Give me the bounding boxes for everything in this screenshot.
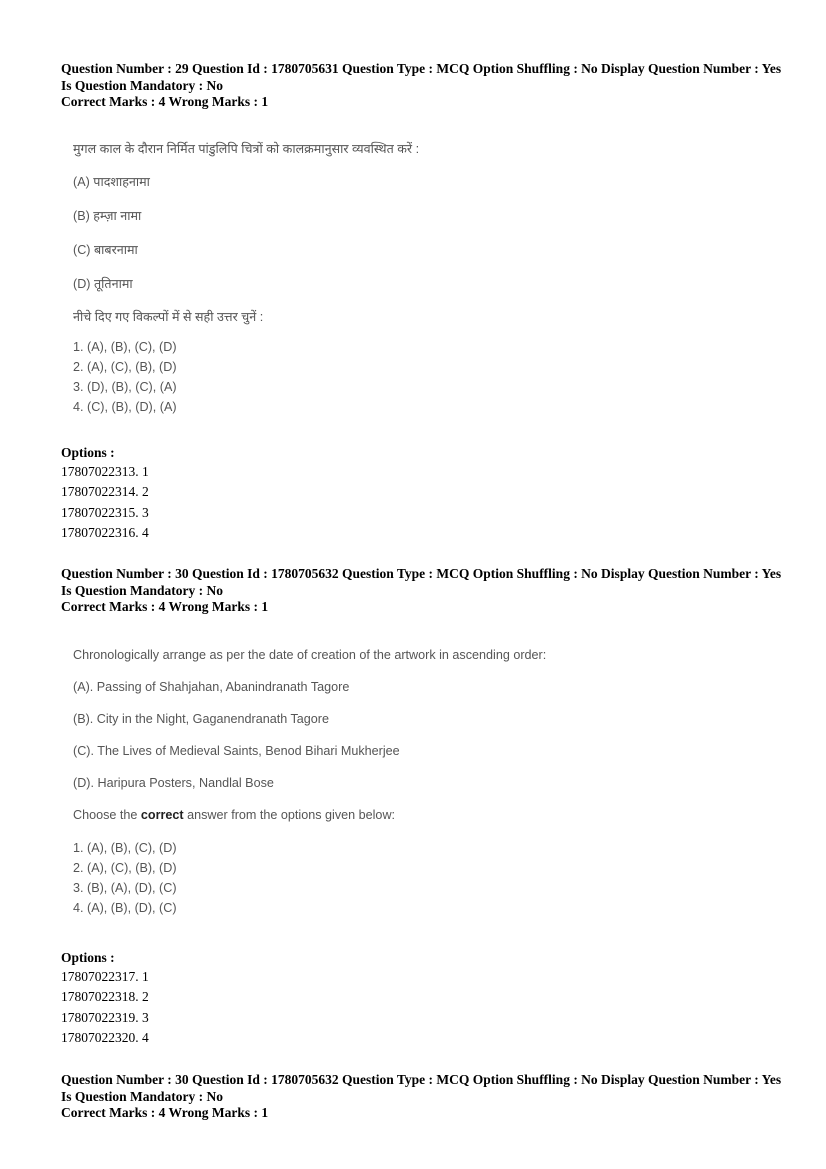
question-29-meta-line: Question Number : 29 Question Id : 1780705631 Question Type : MCQ Option Shuffling : No Display Question Number : Yes [61,61,782,76]
question-30-instruction-post: answer from the options given below: [183,808,396,822]
question-29-choice-2: 2. (A), (C), (B), (D) [73,360,177,374]
question-30-choice-4: 4. (A), (B), (D), (C) [73,901,177,915]
question-30-options [61,950,781,1049]
question-30-statement-c: (C). The Lives of Medieval Saints, Benod Bihari Mukherjee [73,744,400,758]
question-30-instruction [73,808,733,822]
question-30-options-title: Options : [61,950,115,965]
question-30-option-2: 17807022318. 2 [61,989,149,1004]
question-30-instruction-bold: correct [140,808,184,822]
question-29-choice-4: 4. (C), (B), (D), (A) [73,400,177,414]
question-29-body [73,140,733,417]
question-29-choices [73,337,733,417]
question-30-body [73,648,733,918]
question-30-choices [73,838,733,918]
question-29-instruction: नीचे दिए गए विकल्पों में से सही उत्तर चुनें : [73,310,264,324]
question-29-option-4: 17807022316. 4 [61,525,149,540]
question-29-mandatory: Is Question Mandatory : No [61,77,224,93]
question-30-statement-b: (B). City in the Night, Gaganendranath Tagore [73,712,329,726]
question-29-statement-d: (D) तूतिनामा [73,277,133,291]
question-30-marks: Correct Marks : 4 Wrong Marks : 1 [61,599,269,614]
question-30-instruction-pre: Choose the [73,808,141,822]
question-30-choice-3: 3. (B), (A), (D), (C) [73,881,177,895]
question-29-header [61,61,781,111]
question-30-repeat-header [61,1072,781,1122]
question-29-option-3: 17807022315. 3 [61,504,149,520]
question-30-repeat-mandatory: Is Question Mandatory : No [61,1088,224,1104]
question-29-choice-1: 1. (A), (B), (C), (D) [73,340,177,354]
question-29-option-1: 17807022313. 1 [61,463,149,479]
question-29-options-title: Options : [61,445,115,460]
question-30-choice-2: 2. (A), (C), (B), (D) [73,861,177,875]
question-29-choice-3: 3. (D), (B), (C), (A) [73,380,177,394]
question-30-mandatory: Is Question Mandatory : No [61,582,224,598]
question-30-repeat-marks: Correct Marks : 4 Wrong Marks : 1 [61,1105,269,1120]
question-30-meta-line: Question Number : 30 Question Id : 1780705632 Question Type : MCQ Option Shuffling : No Display Question Number : Yes [61,566,782,581]
question-30-choice-1: 1. (A), (B), (C), (D) [73,841,177,855]
question-29-statement-c: (C) बाबरनामा [73,243,138,257]
question-29-statement-b: (B) हम्ज़ा नामा [73,209,142,223]
question-30-option-3: 17807022319. 3 [61,1009,149,1025]
question-29-options [61,445,781,544]
question-29-marks: Correct Marks : 4 Wrong Marks : 1 [61,94,269,109]
question-29-option-2: 17807022314. 2 [61,484,149,499]
question-30-option-4: 17807022320. 4 [61,1030,149,1045]
question-29-statement-a: (A) पादशाहनामा [73,175,150,189]
question-30-repeat-meta-line: Question Number : 30 Question Id : 1780705632 Question Type : MCQ Option Shuffling : No Display Question Number : Yes [61,1072,782,1087]
question-30-statement-a: (A). Passing of Shahjahan, Abanindranath Tagore [73,680,350,694]
question-30-option-1: 17807022317. 1 [61,968,149,984]
question-30-stem: Chronologically arrange as per the date of creation of the artwork in ascending order: [73,648,547,662]
question-29-stem: मुगल काल के दौरान निर्मित पांडुलिपि चित्रों को कालक्रमानुसार व्यवस्थित करें : [73,142,420,156]
question-30-statement-d: (D). Haripura Posters, Nandlal Bose [73,776,274,790]
question-30-header [61,566,781,616]
